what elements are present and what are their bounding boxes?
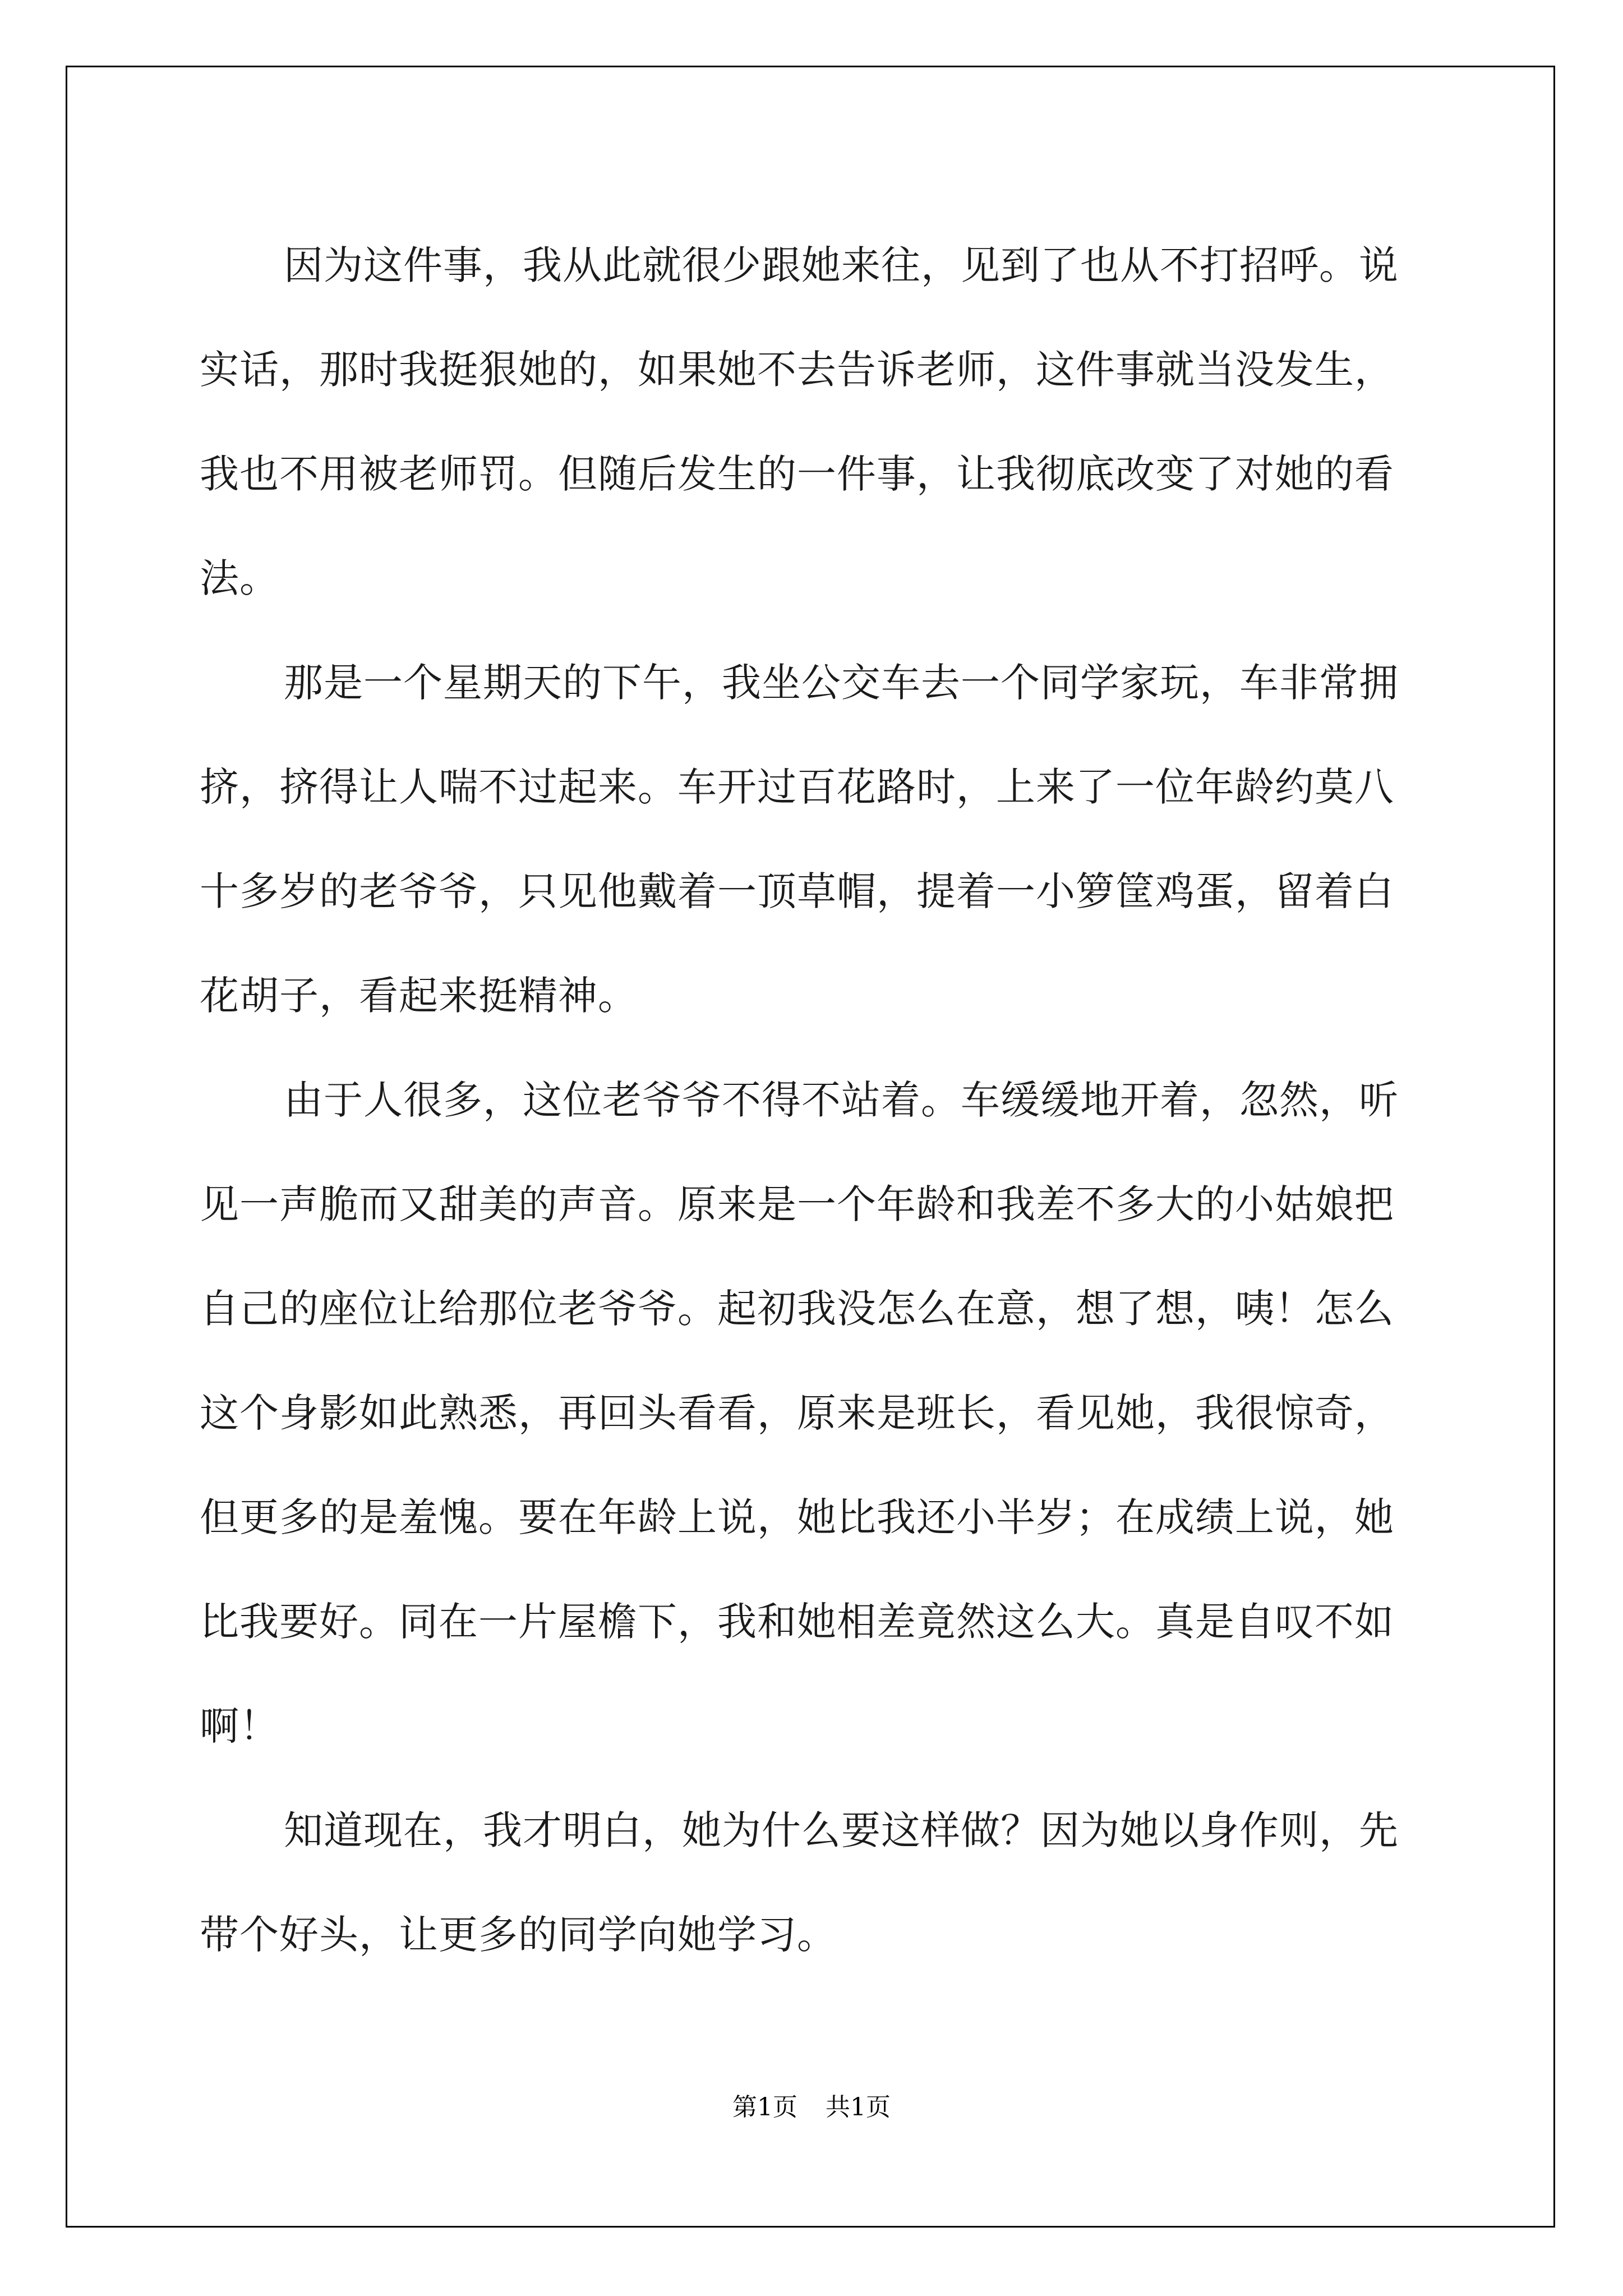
paragraph: 知道现在，我才明白，她为什么要这样做？因为她以身作则，先带个好头，让更多的同学向她学习。: [200, 1807, 1399, 1958]
document-body: [200, 213, 1433, 1987]
paragraph: 那是一个星期天的下午，我坐公交车去一个同学家玩，车非常拥挤，挤得让人喘不过起来。车开过百花路时，上来了一位年龄约莫八十多岁的老爷爷，只见他戴着一顶草帽，提着一小箩筐鸡蛋，留着白花胡子，看起来挺精神。: [200, 660, 1399, 1019]
paragraph: 因为这件事，我从此就很少跟她来往，见到了也从不打招呼。说实话，那时我挺狠她的，如果她不去告诉老师，这件事就当没发生，我也不用被老师罚。但随后发生的一件事，让我彻底改变了对她的看法。: [200, 242, 1399, 601]
page-footer: [0, 2087, 1623, 2123]
page-number-current: 第1页: [732, 2093, 797, 2122]
paragraph: 由于人很多，这位老爷爷不得不站着。车缓缓地开着，忽然，听见一声脆而又甜美的声音。原来是一个年龄和我差不多大的小姑娘把自己的座位让给那位老爷爷。起初我没怎么在意，想了想，咦！怎么这个身影如此熟悉，再回头看看，原来是班长，看见她，我很惊奇，但更多的是羞愧。要在年龄上说，她比我还小半岁；在成绩上说，她比我要好。同在一片屋檐下，我和她相差竟然这么大。真是自叹不如啊！: [200, 1077, 1399, 1749]
page-number-total: 共1页: [826, 2093, 891, 2122]
